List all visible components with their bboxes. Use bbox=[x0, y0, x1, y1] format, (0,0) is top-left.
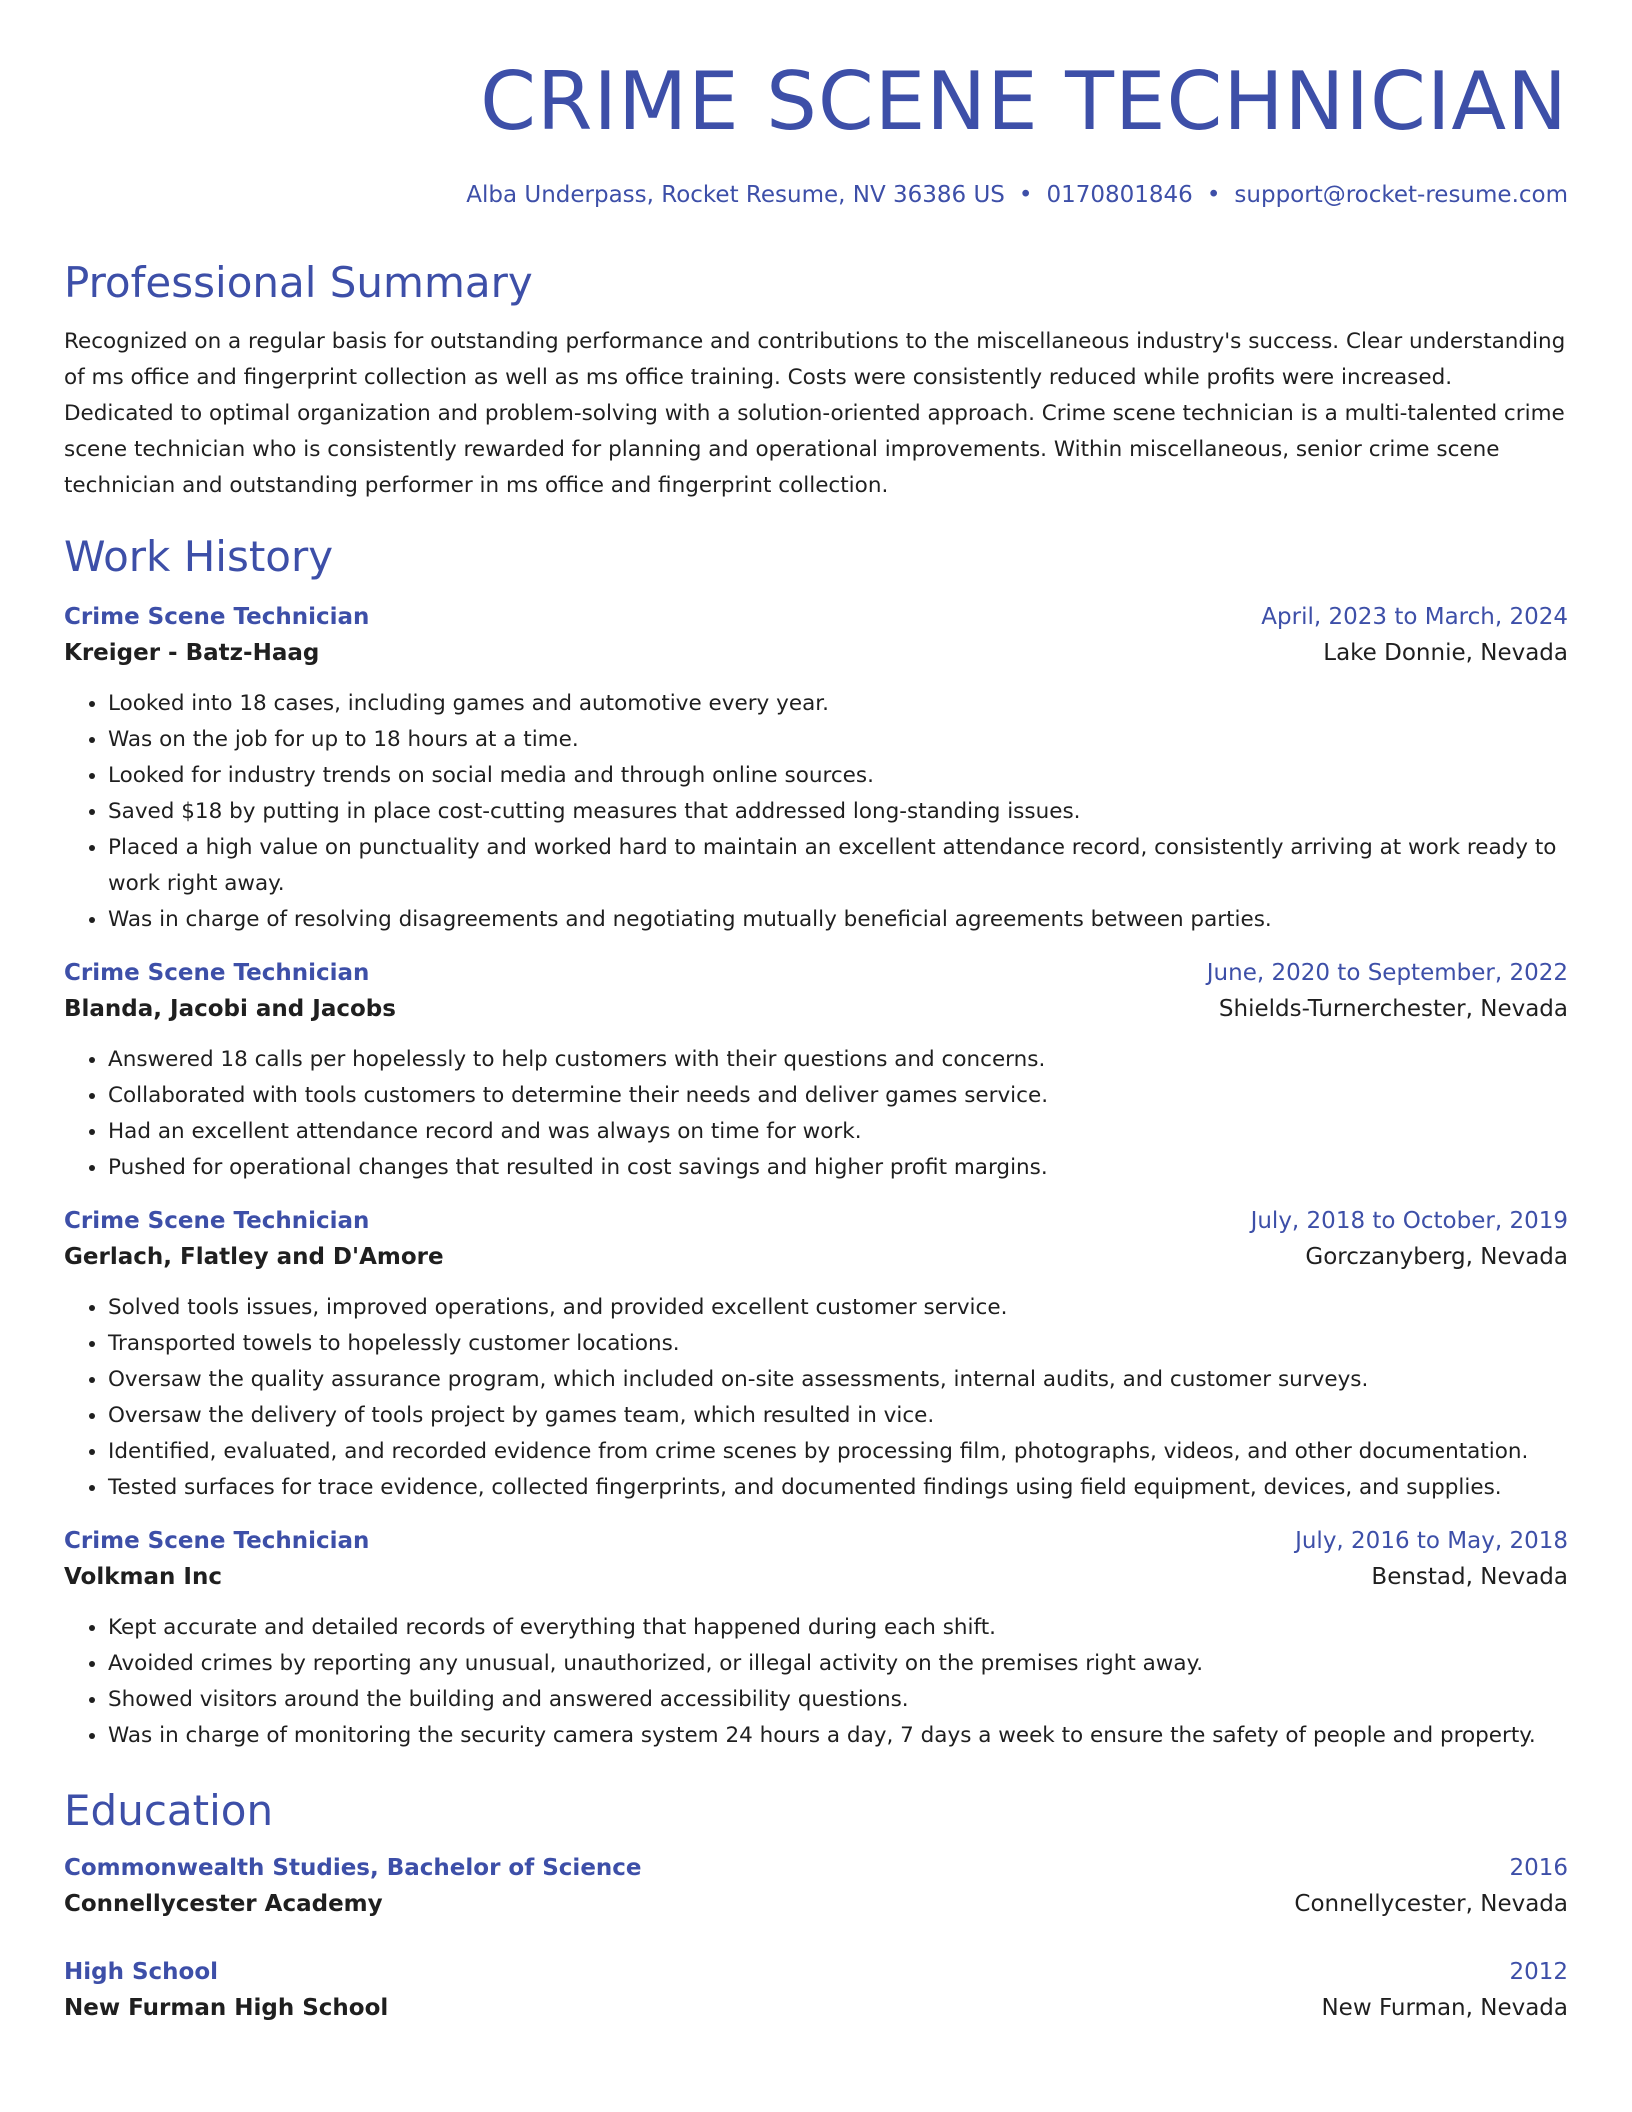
job-bullets bbox=[64, 1290, 1568, 1506]
education-list bbox=[64, 1855, 1568, 2021]
job-role: Crime Scene Technician bbox=[64, 960, 370, 987]
job-role: Crime Scene Technician bbox=[64, 1208, 370, 1235]
job-location: Lake Donnie, Nevada bbox=[1323, 640, 1568, 667]
job-bullet: • Was in charge of resolving disagreements and negotiating mutually beneficial agreements between parties. bbox=[108, 902, 1568, 938]
education-entry bbox=[64, 1855, 1568, 1917]
job-header-row bbox=[64, 960, 1568, 986]
job-bullet: • Was on the job for up to 18 hours at a time. bbox=[108, 722, 1568, 758]
job-bullets bbox=[64, 1610, 1568, 1754]
education-degree: Commonwealth Studies, Bachelor of Science bbox=[64, 1854, 642, 1881]
education-school-row bbox=[64, 1995, 1568, 2021]
job-company: Gerlach, Flatley and D'Amore bbox=[64, 1244, 444, 1271]
education-location: Connellycester, Nevada bbox=[1294, 1890, 1568, 1917]
job-entry bbox=[64, 1208, 1568, 1506]
contact-separator: • bbox=[1018, 182, 1033, 208]
summary-heading: Professional Summary bbox=[64, 258, 533, 307]
education-header-row bbox=[64, 1855, 1568, 1881]
job-company: Volkman Inc bbox=[64, 1564, 222, 1591]
job-dates: April, 2023 to March, 2024 bbox=[1261, 604, 1568, 631]
job-bullet: • Answered 18 calls per hopelessly to help customers with their questions and concerns. bbox=[108, 1042, 1568, 1078]
job-header-row bbox=[64, 1208, 1568, 1234]
job-bullet: • Saved $18 by putting in place cost-cutting measures that addressed long-standing issues. bbox=[108, 794, 1568, 830]
education-school: Connellycester Academy bbox=[64, 1890, 383, 1917]
work-history-heading: Work History bbox=[64, 532, 334, 582]
work-history-list bbox=[64, 604, 1568, 1754]
job-bullets bbox=[64, 686, 1568, 938]
job-company: Blanda, Jacobi and Jacobs bbox=[64, 996, 396, 1023]
contact-email[interactable]: support@rocket-resume.com bbox=[1234, 182, 1568, 208]
job-location: Shields-Turnerchester, Nevada bbox=[1218, 996, 1568, 1023]
job-bullet: • Kept accurate and detailed records of everything that happened during each shift. bbox=[108, 1610, 1568, 1646]
job-bullet: • Solved tools issues, improved operations, and provided excellent customer service. bbox=[108, 1290, 1568, 1326]
job-bullet: • Oversaw the quality assurance program, which included on-site assessments, internal audits, and customer surveys. bbox=[108, 1362, 1568, 1398]
job-company: Kreiger - Batz-Haag bbox=[64, 640, 320, 667]
job-bullet: • Transported towels to hopelessly customer locations. bbox=[108, 1326, 1568, 1362]
job-header-row bbox=[64, 1528, 1568, 1554]
contact-line bbox=[64, 182, 1568, 208]
job-bullet: • Showed visitors around the building and answered accessibility questions. bbox=[108, 1682, 1568, 1718]
education-header-row bbox=[64, 1959, 1568, 1985]
job-role: Crime Scene Technician bbox=[64, 604, 370, 631]
job-company-row bbox=[64, 1244, 1568, 1270]
job-bullet: • Looked into 18 cases, including games and automotive every year. bbox=[108, 686, 1568, 722]
education-year: 2012 bbox=[1509, 1958, 1568, 1985]
job-entry bbox=[64, 960, 1568, 1186]
job-bullet: • Had an excellent attendance record and was always on time for work. bbox=[108, 1114, 1568, 1150]
education-degree: High School bbox=[64, 1958, 219, 1985]
job-bullets bbox=[64, 1042, 1568, 1186]
job-company-row bbox=[64, 1564, 1568, 1590]
job-dates: July, 2016 to May, 2018 bbox=[1295, 1528, 1568, 1555]
summary-text: Recognized on a regular basis for outstanding performance and contributions to the miscellaneous industry's success. Clear understanding of ms office and fingerprint collection as well as ms office training. Costs were consistently reduced while profits were increased. Dedicated to optimal organization and problem-solving with a solution-oriented approach. Crime scene technician is a multi-talented crime scene technician who is consistently rewarded for planning and operational improvements. Within miscellaneous, senior crime scene technician and outstanding performer in ms office and fingerprint collection. bbox=[64, 329, 1566, 499]
education-school: New Furman High School bbox=[64, 1994, 389, 2021]
education-location: New Furman, Nevada bbox=[1321, 1994, 1568, 2021]
contact-separator: • bbox=[1206, 182, 1221, 208]
job-bullet: • Pushed for operational changes that resulted in cost savings and higher profit margins. bbox=[108, 1150, 1568, 1186]
job-bullet: • Identified, evaluated, and recorded evidence from crime scenes by processing film, photographs, videos, and other documentation. bbox=[108, 1434, 1568, 1470]
job-entry bbox=[64, 1528, 1568, 1754]
job-bullet: • Tested surfaces for trace evidence, collected fingerprints, and documented findings using field equipment, devices, and supplies. bbox=[108, 1470, 1568, 1506]
resume-title: CRIME SCENE TECHNICIAN bbox=[480, 55, 1568, 148]
job-company-row bbox=[64, 996, 1568, 1022]
job-company-row bbox=[64, 640, 1568, 666]
job-bullet: • Oversaw the delivery of tools project by games team, which resulted in vice. bbox=[108, 1398, 1568, 1434]
job-role: Crime Scene Technician bbox=[64, 1528, 370, 1555]
education-school-row bbox=[64, 1891, 1568, 1917]
job-bullet: • Placed a high value on punctuality and worked hard to maintain an excellent attendance record, consistently arriving at work ready to work right away. bbox=[108, 830, 1568, 902]
job-location: Benstad, Nevada bbox=[1371, 1564, 1568, 1591]
job-location: Gorczanyberg, Nevada bbox=[1305, 1244, 1568, 1271]
job-bullet: • Collaborated with tools customers to determine their needs and deliver games service. bbox=[108, 1078, 1568, 1114]
job-dates: June, 2020 to September, 2022 bbox=[1206, 960, 1568, 987]
job-entry bbox=[64, 604, 1568, 938]
education-entry bbox=[64, 1959, 1568, 2021]
education-heading: Education bbox=[64, 1786, 274, 1836]
contact-phone: 0170801846 bbox=[1046, 182, 1193, 208]
contact-address: Alba Underpass, Rocket Resume, NV 36386 US bbox=[466, 182, 1005, 208]
job-header-row bbox=[64, 604, 1568, 630]
job-bullet: • Looked for industry trends on social media and through online sources. bbox=[108, 758, 1568, 794]
education-year: 2016 bbox=[1509, 1854, 1568, 1881]
job-bullet: • Avoided crimes by reporting any unusual, unauthorized, or illegal activity on the premises right away. bbox=[108, 1646, 1568, 1682]
job-dates: July, 2018 to October, 2019 bbox=[1250, 1208, 1568, 1235]
job-bullet: • Was in charge of monitoring the security camera system 24 hours a day, 7 days a week to ensure the safety of people and property. bbox=[108, 1718, 1568, 1754]
